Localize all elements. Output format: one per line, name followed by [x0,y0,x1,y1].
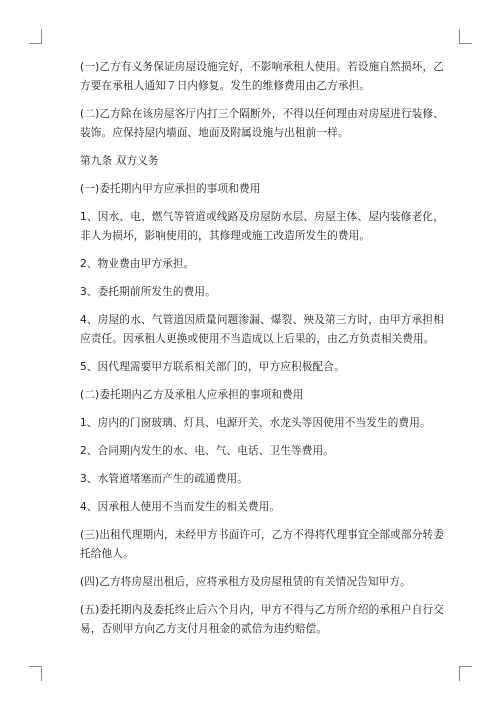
list-item: 3、委托期前所发生的费用。 [80,286,216,298]
list-item: 1、因水、电、燃气等管道或线路及房屋防水层、房屋主体、屋内装修老化，非人为损坏，影响使用的，其修理或施工改造所发生的费用。 [80,211,444,242]
section-heading-party-a: (一)委托期内甲方应承担的事项和费用 [80,183,261,195]
paragraph-clause-3: (三)出租代理期内，未经甲方书面许可，乙方不得将代理事宜全部或部分转委托给他人。 [80,529,444,560]
list-item: 4、因承租人使用不当而发生的相关费用。 [80,501,281,513]
list-item: 3、水管道堵塞而产生的疏通费用。 [80,473,249,485]
document-body [80,58,444,648]
crop-mark-top-left [29,29,42,44]
list-item: 1、房内的门窗玻璃、灯具、电源开关、水龙头等因使用不当发生的费用。 [80,417,431,429]
paragraph-clause-5: (五)委托期内及委托终止后六个月内，甲方不得与乙方所介绍的承租户自行交易，否则甲方向乙方支付月租金的贰倍为违约赔偿。 [80,604,444,635]
list-item: 2、物业费由甲方承担。 [80,258,195,270]
section-heading-party-b: (二)委托期内乙方及承租人应承担的事项和费用 [80,389,304,401]
crop-mark-bottom-left [29,666,42,681]
paragraph-clause-1: (一)乙方有义务保证房屋设施完好，不影响承租人使用。若设施自然损坏，乙方要在承租人通知７日内修复。发生的维修费用由乙方承担。 [80,61,444,92]
list-item: 2、合同期内发生的水、电、气、电话、卫生等费用。 [80,445,334,457]
article-heading: 第九条 双方义务 [80,155,159,167]
crop-mark-top-right [459,29,472,44]
list-item: 5、因代理需要甲方联系相关部门的，甲方应积极配合。 [80,361,345,373]
list-item: 4、房屋的水、气管道因质量问题渗漏、爆裂、殃及第三方时，由甲方承担相应责任。因承租人更换或使用不当造成以上后果的，由乙方负责相关费用。 [80,314,444,345]
crop-mark-bottom-right [459,666,472,681]
paragraph-clause-4: (四)乙方将房屋出租后，应将承租方及房屋租赁的有关情况告知甲方。 [80,576,411,588]
paragraph-clause-2: (二)乙方除在该房屋客厅内打三个隔断外，不得以任何理由对房屋进行装修、装饰。应保持屋内墙面、地面及附属设施与出租前一样。 [80,108,444,139]
